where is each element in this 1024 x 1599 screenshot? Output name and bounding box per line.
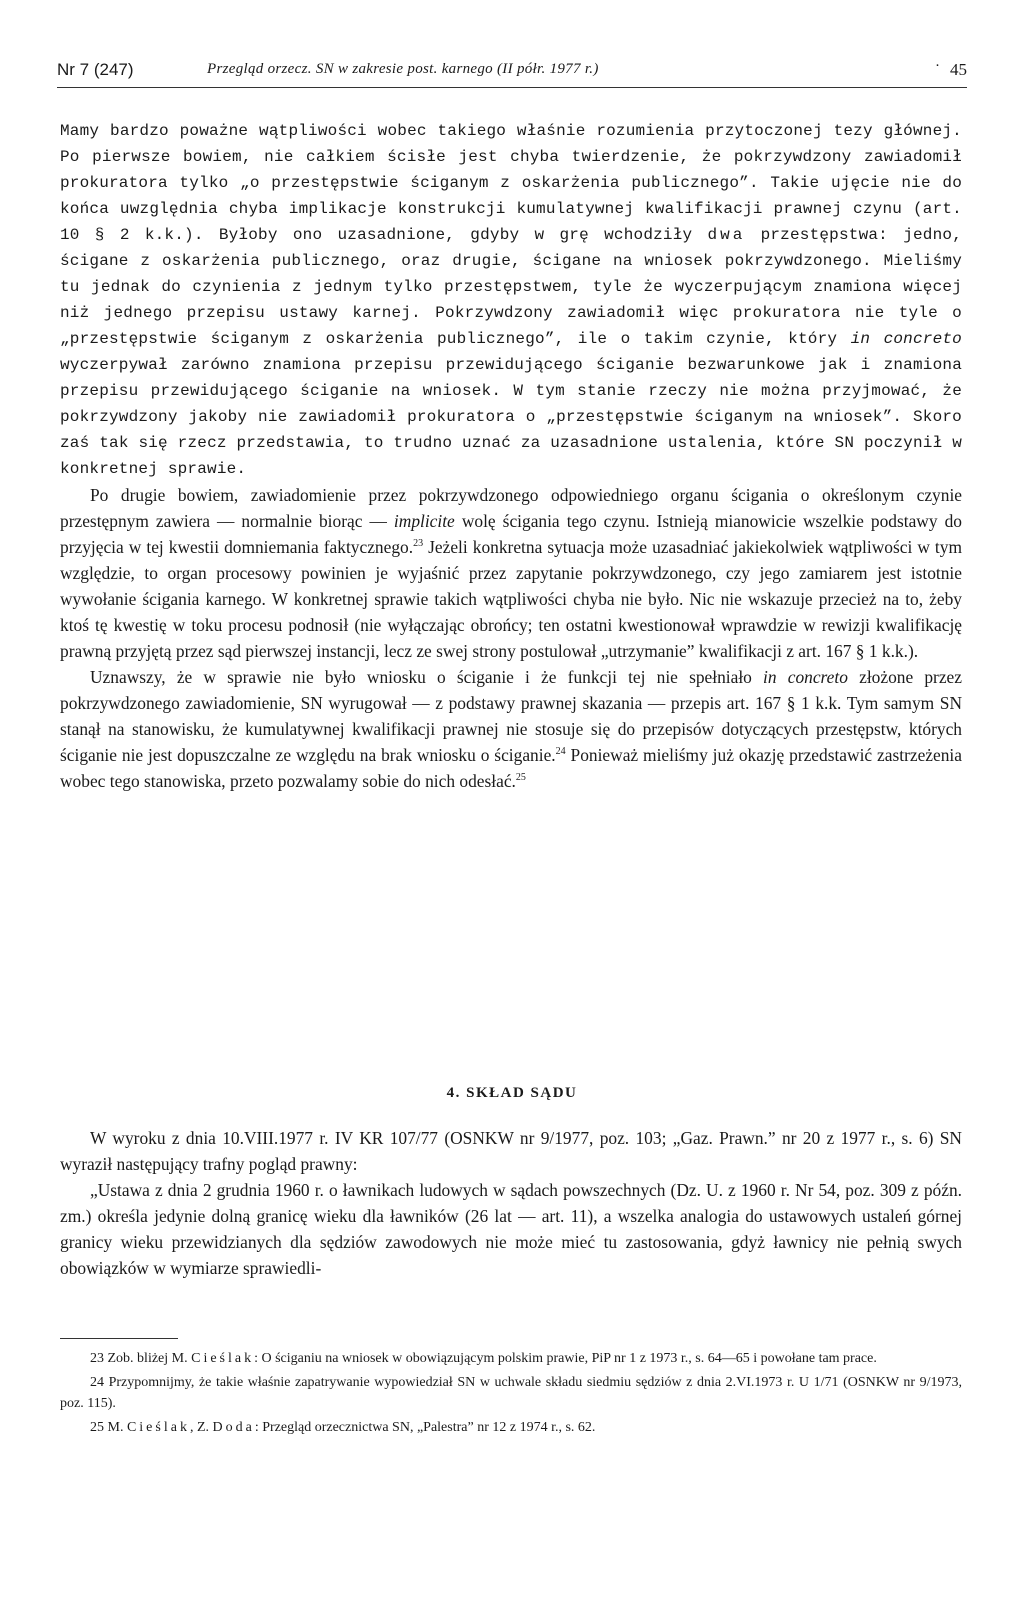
text-run: „Ustawa z dnia 2 grudnia 1960 r. o ławnikach ludowych w sądach powszechnych (Dz. U. z 1960 r. Nr 54, poz. 309 z późn. zm.) określa jedynie dolną granicę wieku dla ławników (26 lat — art. 11), a wszelka analogia do ustawowych ustaleń górnej granicy wieku przewidzianych dla sędziów zawodowych nie może mieć tu zastosowania, gdyż ławnicy nie pełnią swych obowiązków w wymiarze sprawiedli- (60, 1180, 962, 1278)
text-run: Doda (212, 1420, 255, 1435)
paragraph-p3 (60, 664, 962, 794)
footnote-f25 (60, 1417, 962, 1438)
text-run: , Z. (189, 1420, 213, 1435)
section-paragraph-s1 (60, 1125, 962, 1177)
text-run: 23 Zob. bliżej M. (90, 1351, 192, 1366)
text-run: in concreto (763, 667, 848, 687)
footnote-ref: 24 (555, 746, 566, 758)
text-run: in concreto (850, 330, 962, 348)
text-run: W wyroku z dnia 10.VIII.1977 r. IV KR 107/77 (OSNKW nr 9/1977, poz. 103; „Gaz. Prawn.” nr 20 z 1977 r., s. 6) SN wyraził następujący trafny pogląd prawny: (60, 1128, 962, 1174)
text-run: Cieślak (126, 1420, 190, 1435)
footnote-ref: 25 (515, 772, 526, 784)
footnote-f24 (60, 1372, 962, 1414)
footnote-rule (60, 1338, 178, 1339)
text-run: Ponieważ mieliśmy już okazję przedstawić zastrzeżenia wobec tego stanowiska, przeto pozwalamy sobie do nich odesłać. (60, 745, 962, 791)
footnote-f23 (60, 1348, 962, 1369)
text-run: dwa (707, 226, 746, 244)
header-dot: · (935, 58, 940, 74)
text-run: Jeżeli konkretna sytuacja może uzasadniać jakiekolwiek wątpliwości w tym względzie, to organ procesowy powinien je wyjaśnić przez zapytanie pokrzywdzonego, czy jego zamiarem jest istotnie wywołanie ścigania karnego. W konkretnej sprawie takich wątpliwości chyba nie było. Nic nie wskazuje przecież na to, żeby ktoś tę kwestię w toku procesu podnosił (nie wyłączając obrońcy; ten ostatni kwestionował wprawdzie w rewizji kwalifikację prawną przyjętą przez sąd pierwszej instancji, lecz ze swej strony postulował „utrzymanie” kwalifikacji z art. 167 § 1 k.k.). (60, 537, 962, 661)
main-text (60, 118, 962, 794)
section-text (60, 1125, 962, 1281)
text-run: Po drugie bowiem, zawiadomienie przez pokrzywdzonego odpowiedniego organu ścigania o określonym czynie przestępnym zawiera — normalnie biorąc — (60, 485, 962, 531)
text-run: Uznawszy, że w sprawie nie było wniosku o ściganie i że funkcji tej nie spełniało (90, 667, 764, 687)
issue-number: Nr 7 (247) (57, 60, 134, 79)
header-rule (57, 87, 967, 88)
text-run: przestępstwa: jedno, ścigane z oskarżenia publicznego, oraz drugie, ścigane na wniosek pokrzywdzonego. Mieliśmy tu jednak do czynienia z jednym tylko przestępstwem, tyle że wyczerpującym znamiona więcej niż jednego przepisu ustawy karnej. Pokrzywdzony zawiadomił więc prokuratora nie tyle o „przestępstwie ściganym z oskarżenia publicznego”, ile o takim czynie, który (60, 226, 962, 348)
text-run: 24 Przypomnijmy, że takie właśnie zapatrywanie wypowiedział SN w uchwale składu siedmiu sędziów z dnia 2.VI.1973 r. U 1/71 (OSNKW nr 9/1973, poz. 115). (60, 1375, 962, 1411)
footnotes (60, 1348, 962, 1441)
paragraph-p2 (60, 482, 962, 664)
page-number: 45 (950, 60, 967, 79)
paragraph-p1 (60, 118, 962, 482)
section-paragraph-s2 (60, 1177, 962, 1281)
running-header (57, 60, 967, 86)
text-run: Cieślak (191, 1351, 255, 1366)
text-run: : O ściganiu na wniosek w obowiązującym polskim prawie, PiP nr 1 z 1973 r., s. 64—65 i powołane tam prace. (254, 1351, 877, 1366)
text-run: : Przegląd orzecznictwa SN, „Palestra” nr 12 z 1974 r., s. 62. (254, 1420, 596, 1435)
text-run: złożone przez pokrzywdzonego zawiadomienie, SN wyrugował — z podstawy prawnej skazania — przepis art. 167 § 1 k.k. Tym samym SN stanął na stanowisku, że kumulatywnej kwalifikacji prawnej nie stosuje się do przepisów dotyczących przestępstw, których ściganie nie jest dopuszczalne ze względu na brak wniosku o ściganie. (60, 667, 962, 765)
text-run: wyczerpywał zarówno znamiona przepisu przewidującego ściganie bezwarunkowe jak i znamiona przepisu przewidującego ściganie na wniosek. W tym stanie rzeczy nie można przyjmować, że pokrzywdzony jakoby nie zawiadomił prokuratora o „przestępstwie ściganym na wniosek”. Skoro zaś tak się rzecz przedstawia, to trudno uznać za uzasadnione ustalenia, które SN poczynił w konkretnej sprawie. (60, 356, 962, 478)
text-run: wolę ścigania tego czynu. Istnieją mianowicie wszelkie podstawy do przyjęcia w tej kwestii domniemania faktycznego. (60, 511, 962, 557)
text-run: implicite (393, 511, 455, 531)
footnote-ref: 23 (413, 538, 424, 550)
text-run: Mamy bardzo poważne wątpliwości wobec takiego właśnie rozumienia przytoczonej tezy głównej. Po pierwsze bowiem, nie całkiem ścisłe jest chyba twierdzenie, że pokrzywdzony zawiadomił prokuratora tylko „o przestępstwie ściganym z oskarżenia publicznego”. Takie ujęcie nie do końca uwzględnia chyba implikacje konstrukcji kumulatywnej kwalifikacji prawnej czynu (art. 10 § 2 k.k.). Byłoby ono uzasadnione, gdyby w grę wchodziły (60, 122, 962, 244)
running-title: Przegląd orzecz. SN w zakresie post. karnego (II półr. 1977 r.) (207, 61, 599, 77)
text-run: 25 M. (90, 1420, 127, 1435)
section-heading: 4. SKŁAD SĄDU (446, 1085, 578, 1101)
